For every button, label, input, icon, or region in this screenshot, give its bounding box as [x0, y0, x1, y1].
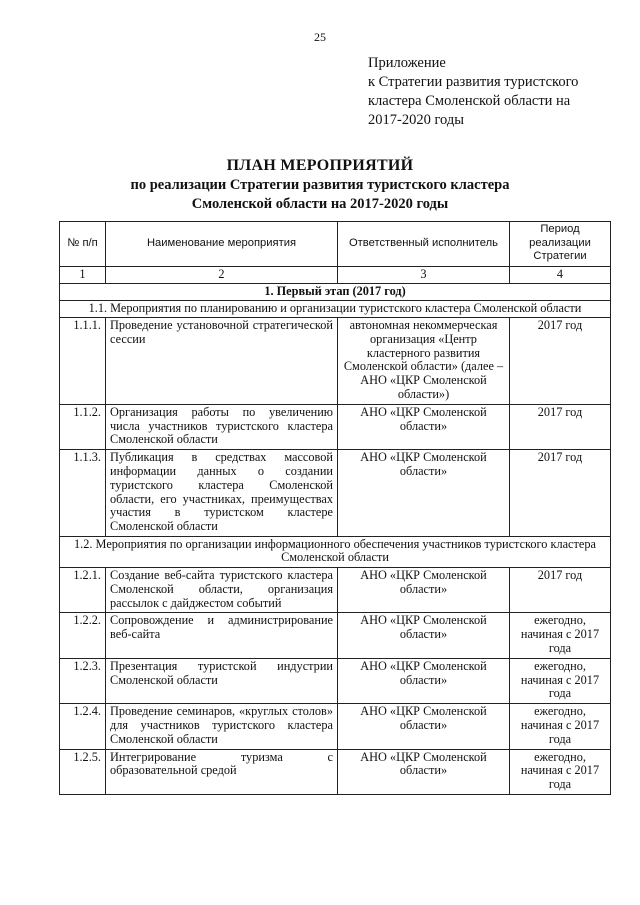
header-period: Период реализации Стратегии	[510, 222, 611, 267]
title-main: ПЛАН МЕРОПРИЯТИЙ	[226, 157, 414, 174]
appendix-line: Приложение	[368, 55, 446, 71]
table-header-row	[60, 222, 611, 267]
row-name: Организация работы по увеличению числа участников туристского кластера Смоленской области	[106, 404, 338, 449]
section-title: 1.2. Мероприятия по организации информационного обеспечения участников туристского кластера Смоленской области	[60, 536, 611, 567]
row-executor: АНО «ЦКР Смоленской области»	[338, 613, 510, 658]
action-plan-table	[59, 221, 611, 795]
row-name: Сопровождение и администрирование веб-сайта	[106, 613, 338, 658]
row-name: Презентация туристской индустрии Смоленской области	[106, 658, 338, 703]
column-number-row	[60, 266, 611, 283]
table-row	[60, 704, 611, 749]
stage-row	[60, 283, 611, 300]
appendix-line: 2017-2020 годы	[368, 112, 464, 128]
row-period: ежегодно, начиная с 2017 года	[510, 749, 611, 794]
row-executor: АНО «ЦКР Смоленской области»	[338, 749, 510, 794]
row-executor: автономная некоммерческая организация «Центр кластерного развития Смоленской области» (далее – АНО «ЦКР Смоленской области»)	[338, 318, 510, 405]
row-number: 1.1.1.	[60, 318, 106, 405]
row-period: 2017 год	[510, 318, 611, 405]
row-executor: АНО «ЦКР Смоленской области»	[338, 567, 510, 612]
document-title	[0, 156, 640, 214]
row-executor: АНО «ЦКР Смоленской области»	[338, 658, 510, 703]
row-number: 1.2.2.	[60, 613, 106, 658]
row-period: 2017 год	[510, 567, 611, 612]
section-row	[60, 300, 611, 318]
row-period: ежегодно, начиная с 2017 года	[510, 658, 611, 703]
page-number: 25	[314, 30, 326, 44]
row-name: Публикация в средствах массовой информации данных о создании туристского кластера Смоленской области, его участниках, преимуществах участия в туристском кластере Смоленской области	[106, 450, 338, 537]
table-row	[60, 404, 611, 449]
appendix-line: кластера Смоленской области на	[368, 93, 571, 109]
stage-title: 1. Первый этап (2017 год)	[60, 283, 611, 300]
table-row	[60, 658, 611, 703]
row-name: Проведение установочной стратегической сессии	[106, 318, 338, 405]
header-name: Наименование мероприятия	[106, 222, 338, 267]
row-period: 2017 год	[510, 450, 611, 537]
column-number: 1	[60, 266, 106, 283]
section-title: 1.1. Мероприятия по планированию и организации туристского кластера Смоленской области	[60, 300, 611, 318]
row-number: 1.2.4.	[60, 704, 106, 749]
row-period: ежегодно, начиная с 2017 года	[510, 613, 611, 658]
section-row	[60, 536, 611, 567]
row-period: 2017 год	[510, 404, 611, 449]
title-subtitle: Смоленской области на 2017-2020 годы	[191, 196, 449, 212]
row-name: Создание веб-сайта туристского кластера Смоленской области, организация рассылок с дайджестом событий	[106, 567, 338, 612]
table-row	[60, 318, 611, 405]
row-number: 1.1.2.	[60, 404, 106, 449]
title-subtitle: по реализации Стратегии развития туристского кластера	[130, 177, 510, 193]
row-number: 1.2.5.	[60, 749, 106, 794]
row-name: Проведение семинаров, «круглых столов» для участников туристского кластера Смоленской области	[106, 704, 338, 749]
column-number: 3	[338, 266, 510, 283]
column-number: 4	[510, 266, 611, 283]
header-executor: Ответственный исполнитель	[338, 222, 510, 267]
row-number: 1.1.3.	[60, 450, 106, 537]
column-number: 2	[106, 266, 338, 283]
appendix-note	[368, 54, 630, 130]
table-row	[60, 567, 611, 612]
header-number: № п/п	[60, 222, 106, 267]
table-row	[60, 613, 611, 658]
row-number: 1.2.3.	[60, 658, 106, 703]
table-row	[60, 749, 611, 794]
row-number: 1.2.1.	[60, 567, 106, 612]
row-period: ежегодно, начиная с 2017 года	[510, 704, 611, 749]
row-executor: АНО «ЦКР Смоленской области»	[338, 404, 510, 449]
row-executor: АНО «ЦКР Смоленской области»	[338, 704, 510, 749]
table-row	[60, 450, 611, 537]
row-name: Интегрирование туризма с образовательной средой	[106, 749, 338, 794]
row-executor: АНО «ЦКР Смоленской области»	[338, 450, 510, 537]
appendix-line: к Стратегии развития туристского	[368, 74, 579, 90]
